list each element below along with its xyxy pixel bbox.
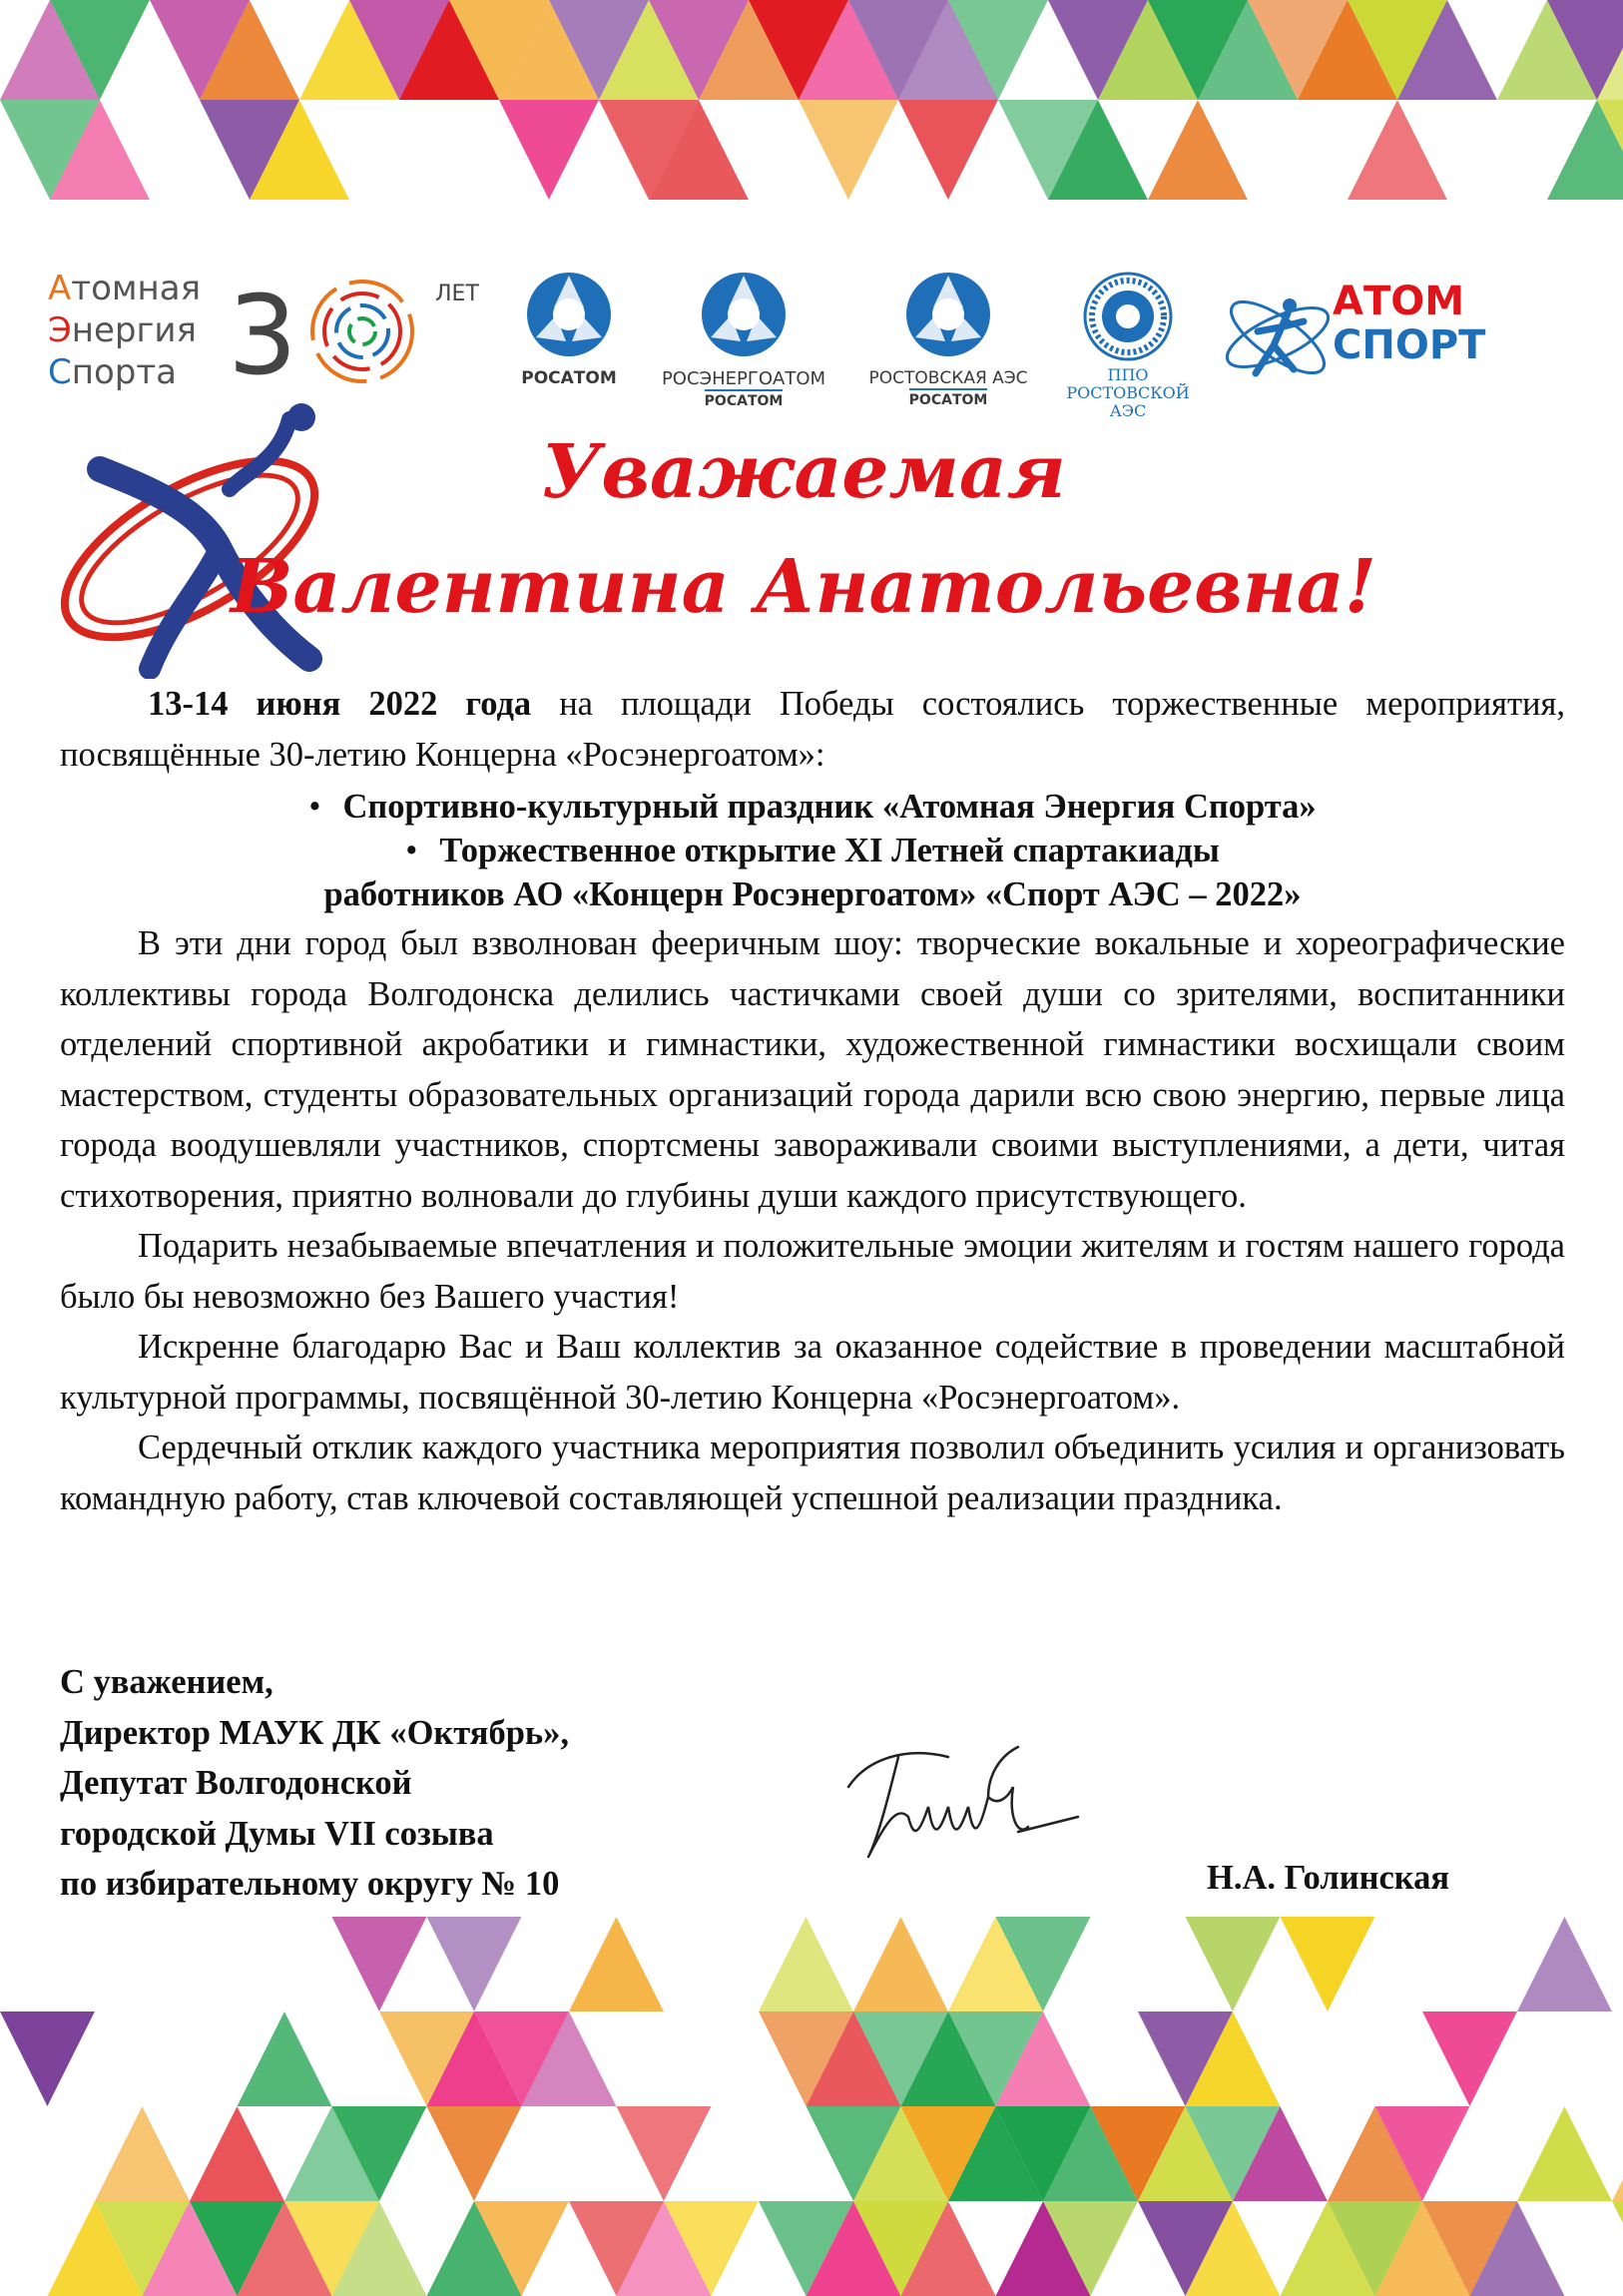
event-date: 13-14 июня 2022 года [148,685,532,723]
rosenergoatom-logo [649,272,838,421]
body-paragraph: Подарить незабываемые впечатления и положительные эмоции жителям и гостям нашего города было бы невозможно без Вашего участия! [60,1227,1565,1316]
logo-word-energiya: нергия [71,310,197,350]
body-paragraph: В эти дни город был взволнован фееричным шоу: творческие вокальные и хореографические коллективы города Волгодонска делились частичками своей души со зрителями, воспитанники отделений спортивной акробатики и гимнастики, художественной гимнастики восхищали своим мастерством, студенты образовательных организаций города дарили всю свою энергию, первые лица города воодушевляли участников, спортсмены завораживали своими выступлениями, а дети, читая стихотворения, приятно волновали до глубины души каждого присутствующего. [60,924,1565,1215]
closing-duma: городской Думы VII созыва [60,1814,494,1853]
logo-word-sporta: порта [71,352,178,392]
event-item2-text: Торжественное открытие XI Летней спартакиады [439,832,1220,869]
rosenergoatom-sublabel: РОСАТОМ [705,389,784,409]
closing-regards: С уважением, [60,1663,273,1701]
body-paragraph: Сердечный отклик каждого участника мероприятия позволил объединить усилия и организовать командную работу, став ключевой составляющей успешной реализации праздника. [60,1429,1565,1517]
greeting-line1: Уважаемая [541,429,1066,515]
rostov-npp-sublabel: РОСАТОМ [909,388,988,408]
events-list-item [60,785,1565,829]
rostov-npp-emblem-icon [905,272,991,357]
atomsport-logo [1218,280,1517,399]
closing-deputy: Депутат Волгодонской [60,1764,412,1802]
union-line2: РОСТОВСКОЙ АЭС [1066,383,1190,420]
atomsport-line2: СПОРТ [1333,322,1486,368]
atomsport-emblem-icon [1218,287,1338,387]
greeting-line2: Валентина Анатольевна! [230,544,1377,630]
union-line1: ППО [1107,365,1149,384]
years-label: ЛЕТ [435,282,479,306]
top-triangle-border [0,0,1623,215]
rosenergoatom-emblem-icon [701,272,787,357]
signer-name: Н.А. Голинская [1207,1859,1450,1897]
rosatom-label: РОСАТОМ [521,368,617,388]
thirty-years-emblem-icon [228,274,457,393]
logo-letter-a: А [48,269,72,308]
logo-letter-s: С [48,352,72,392]
intro-text: на площади Победы состоялись торжественные мероприятия, посвящённые 30-летию Концерна «Росэнергоатом»: [60,685,1565,774]
rosatom-emblem-icon [526,272,612,357]
body-paragraph: Искренне благодарю Вас и Ваш коллектив за оказанное содействие в проведении масштабной культурной программы, посвящённой 30-летию Концерна «Росэнергоатом». [60,1328,1565,1417]
rostov-npp-label: РОСТОВСКАЯ АЭС [868,368,1028,388]
event-item2-continuation: работников АО «Концерн Росэнергоатом» «Спорт АЭС – 2022» [323,875,1302,913]
events-list-item [60,829,1565,872]
event-item1-text: Спортивно-культурный праздник «Атомная Энергия Спорта» [342,788,1317,826]
logo-letter-e: Э [48,310,72,350]
intro-paragraph [60,679,1565,780]
bullet-icon: • [405,832,418,869]
trade-union-logo [1053,272,1203,421]
bullet-icon: • [308,788,321,826]
events-list [60,785,1565,916]
rosatom-logo [519,272,619,401]
bottom-triangle-border [0,1917,1623,2296]
closing-district: по избирательному округу № 10 [60,1865,560,1903]
sport-energy-30-logo [48,268,497,407]
handwritten-signature [828,1737,1088,1877]
closing-position: Директор МАУК ДК «Октябрь», [60,1713,570,1752]
rosenergoatom-label: РОСЭНЕРГОАТОМ [661,368,826,389]
svg-text:3: 3 [228,274,297,393]
trade-union-emblem-icon [1083,272,1173,361]
atomsport-line1: АТОМ [1333,279,1465,324]
letter-body [60,918,1565,1603]
closing-block [60,1657,569,1910]
rostov-npp-logo [858,272,1038,421]
logo-word-atomnaya: томная [71,269,202,308]
